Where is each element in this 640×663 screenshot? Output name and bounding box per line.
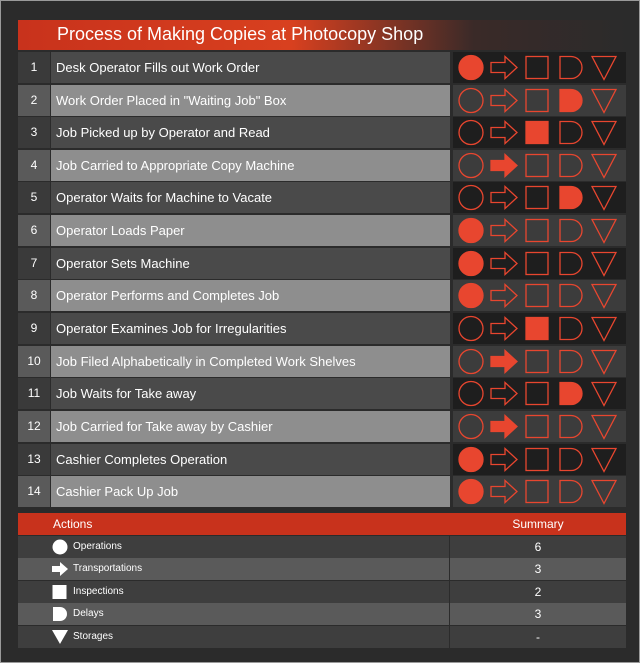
inspection-square-icon (526, 220, 548, 242)
summary-transportation-arrow-icon (51, 561, 69, 577)
step-label: Job Carried to Appropriate Copy Machine (56, 158, 295, 173)
step-symbols (453, 150, 626, 181)
summary-actions-header: Actions (53, 517, 93, 531)
storage-triangle-icon (592, 187, 616, 210)
delay-d-icon (560, 449, 582, 471)
delay-d-icon (560, 253, 582, 275)
operation-circle-icon (459, 121, 483, 145)
inspection-square-icon (526, 416, 548, 438)
operation-circle-icon (459, 219, 483, 243)
delay-d-icon (560, 57, 582, 79)
step-number: 5 (18, 182, 50, 213)
step-number: 1 (18, 52, 50, 83)
step-row (18, 313, 626, 344)
step-row (18, 411, 626, 442)
inspection-square-icon (526, 155, 548, 177)
step-symbols (453, 411, 626, 442)
delay-d-icon (560, 481, 582, 503)
step-symbols-svg (453, 444, 626, 475)
step-label: Cashier Completes Operation (56, 452, 228, 467)
step-symbols (453, 85, 626, 116)
delay-d-icon (560, 220, 582, 242)
step-label: Job Picked up by Operator and Read (56, 125, 270, 140)
step-row (18, 182, 626, 213)
summary-value: 2 (534, 585, 542, 599)
step-symbols-svg (453, 85, 626, 116)
step-row (18, 150, 626, 181)
operation-circle-icon (459, 448, 483, 472)
operation-circle-icon (459, 350, 483, 374)
storage-triangle-icon (592, 220, 616, 243)
step-number: 2 (18, 85, 50, 116)
step-number: 7 (18, 248, 50, 279)
inspection-square-icon (526, 318, 548, 340)
inspection-square-icon (526, 285, 548, 307)
step-row (18, 346, 626, 377)
summary-row (18, 581, 626, 603)
summary-header (18, 513, 626, 535)
step-symbols-svg (453, 150, 626, 181)
step-label: Operator Performs and Completes Job (56, 288, 280, 303)
summary-row (18, 603, 626, 625)
inspection-square-icon (526, 449, 548, 471)
step-symbols (453, 117, 626, 148)
operation-circle-icon (459, 89, 483, 113)
delay-d-icon (560, 155, 582, 177)
delay-d-icon (560, 318, 582, 340)
step-symbols-svg (453, 411, 626, 442)
summary-value: 6 (534, 540, 542, 554)
delay-d-icon (560, 122, 582, 144)
inspection-square-icon (526, 481, 548, 503)
step-label: Job Carried for Take away by Cashier (56, 419, 273, 434)
summary-row (18, 626, 626, 648)
storage-triangle-icon (592, 351, 616, 374)
step-number: 8 (18, 280, 50, 311)
operation-circle-icon (459, 154, 483, 178)
transportation-arrow-icon (491, 57, 517, 79)
step-number: 4 (18, 150, 50, 181)
storage-triangle-icon (592, 318, 616, 341)
operation-circle-icon (459, 317, 483, 341)
operation-circle-icon (459, 284, 483, 308)
delay-d-icon (560, 383, 582, 405)
transportation-arrow-icon (491, 285, 517, 307)
step-symbols-svg (453, 476, 626, 507)
delay-d-icon (560, 187, 582, 209)
storage-triangle-icon (592, 416, 616, 439)
summary-label: Operations (73, 541, 122, 552)
step-symbols (453, 248, 626, 279)
storage-triangle-icon (592, 155, 616, 178)
step-label: Cashier Pack Up Job (56, 484, 179, 499)
step-row (18, 215, 626, 246)
inspection-square-icon (526, 253, 548, 275)
transportation-arrow-icon (491, 383, 517, 405)
operation-circle-icon (459, 186, 483, 210)
step-row (18, 378, 626, 409)
step-row (18, 52, 626, 83)
storage-triangle-icon (592, 122, 616, 145)
step-number: 10 (18, 346, 50, 377)
operation-circle-icon (459, 56, 483, 80)
summary-label: Inspections (73, 586, 124, 597)
delay-d-icon (560, 90, 582, 112)
summary-value: - (536, 630, 540, 644)
summary-summary-header: Summary (512, 517, 564, 531)
storage-triangle-icon (592, 90, 616, 113)
step-number: 12 (18, 411, 50, 442)
summary-row (18, 558, 626, 580)
delay-d-icon (560, 416, 582, 438)
storage-triangle-icon (592, 481, 616, 504)
delay-d-icon (560, 285, 582, 307)
step-number: 6 (18, 215, 50, 246)
step-number: 13 (18, 444, 50, 475)
summary-operation-circle-icon (51, 539, 69, 555)
step-label: Operator Waits for Machine to Vacate (56, 190, 273, 205)
summary-value: 3 (534, 562, 542, 576)
step-symbols-svg (453, 248, 626, 279)
step-symbols-svg (453, 117, 626, 148)
step-row (18, 444, 626, 475)
step-symbols-svg (453, 215, 626, 246)
transportation-arrow-icon (491, 351, 517, 373)
transportation-arrow-icon (491, 449, 517, 471)
storage-triangle-icon (592, 383, 616, 406)
inspection-square-icon (526, 351, 548, 373)
step-label: Job Waits for Take away (56, 386, 197, 401)
step-symbols (453, 346, 626, 377)
transportation-arrow-icon (491, 155, 517, 177)
step-symbols (453, 182, 626, 213)
step-label: Operator Loads Paper (56, 223, 185, 238)
step-symbols (453, 444, 626, 475)
step-number: 11 (18, 378, 50, 409)
inspection-square-icon (526, 383, 548, 405)
transportation-arrow-icon (491, 318, 517, 340)
step-number: 3 (18, 117, 50, 148)
delay-d-icon (560, 351, 582, 373)
step-symbols (453, 313, 626, 344)
transportation-arrow-icon (491, 416, 517, 438)
summary-row (18, 536, 626, 558)
step-symbols-svg (453, 346, 626, 377)
step-symbols (453, 280, 626, 311)
transportation-arrow-icon (491, 187, 517, 209)
step-symbols-svg (453, 182, 626, 213)
inspection-square-icon (526, 57, 548, 79)
transportation-arrow-icon (491, 220, 517, 242)
step-row (18, 117, 626, 148)
summary-label: Transportations (73, 563, 143, 574)
step-label: Operator Sets Machine (56, 256, 190, 271)
step-symbols-svg (453, 313, 626, 344)
transportation-arrow-icon (491, 122, 517, 144)
storage-triangle-icon (592, 57, 616, 80)
operation-circle-icon (459, 480, 483, 504)
summary-label: Delays (73, 608, 104, 619)
transportation-arrow-icon (491, 90, 517, 112)
step-label: Work Order Placed in "Waiting Job" Box (56, 93, 287, 108)
step-symbols-svg (453, 280, 626, 311)
summary-storage-triangle-icon (51, 629, 69, 645)
step-symbols (453, 378, 626, 409)
step-symbols (453, 215, 626, 246)
step-row (18, 85, 626, 116)
summary-delay-d-icon (51, 606, 69, 622)
step-label: Job Filed Alphabetically in Completed Work Shelves (56, 354, 356, 369)
page-title: Process of Making Copies at Photocopy Shop (57, 24, 424, 44)
operation-circle-icon (459, 382, 483, 406)
storage-triangle-icon (592, 449, 616, 472)
summary-inspection-square-icon (51, 584, 69, 600)
storage-triangle-icon (592, 285, 616, 308)
storage-triangle-icon (592, 253, 616, 276)
title-bar (18, 20, 626, 50)
step-row (18, 280, 626, 311)
step-label: Operator Examines Job for Irregularities (56, 321, 287, 336)
summary-label: Storages (73, 631, 114, 642)
inspection-square-icon (526, 90, 548, 112)
operation-circle-icon (459, 252, 483, 276)
step-number: 14 (18, 476, 50, 507)
step-symbols (453, 52, 626, 83)
step-label: Desk Operator Fills out Work Order (56, 60, 260, 75)
step-row (18, 476, 626, 507)
operation-circle-icon (459, 415, 483, 439)
inspection-square-icon (526, 122, 548, 144)
step-symbols (453, 476, 626, 507)
step-number: 9 (18, 313, 50, 344)
step-symbols-svg (453, 378, 626, 409)
summary-value: 3 (534, 607, 542, 621)
inspection-square-icon (526, 187, 548, 209)
step-row (18, 248, 626, 279)
transportation-arrow-icon (491, 481, 517, 503)
step-symbols-svg (453, 52, 626, 83)
transportation-arrow-icon (491, 253, 517, 275)
